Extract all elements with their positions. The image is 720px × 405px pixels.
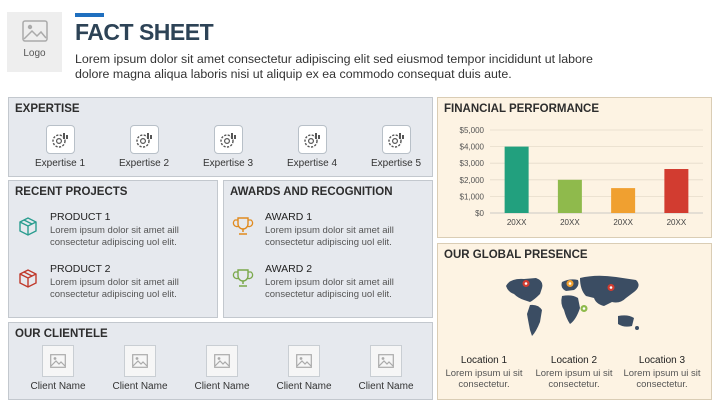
expertise-panel	[8, 97, 433, 177]
client-item	[187, 345, 257, 392]
financial-panel	[437, 97, 712, 238]
financial-bar-chart	[438, 120, 711, 236]
image-icon	[378, 354, 394, 368]
project-desc: Lorem ipsum dolor sit amet aill consectetur adipiscing uol elit.	[50, 225, 179, 248]
logo-placeholder	[7, 12, 62, 72]
x-tick-label: 20XX	[560, 218, 580, 227]
client-item	[23, 345, 93, 392]
location-desc: Lorem ipsum ui sit consectetur.	[623, 368, 701, 390]
y-tick-label: $0	[475, 209, 484, 218]
location-desc: Lorem ipsum ui sit consectetur.	[445, 368, 523, 390]
location-item	[442, 355, 526, 390]
trophy-icon	[232, 267, 254, 289]
location-name: Location 2	[550, 355, 598, 366]
bar	[611, 188, 635, 213]
x-tick-label: 20XX	[506, 218, 527, 227]
expertise-item	[277, 125, 347, 169]
location-name: Location 3	[638, 355, 686, 366]
box-icon	[17, 267, 39, 289]
bar	[664, 169, 688, 213]
gear-chart-icon	[50, 130, 70, 150]
global-presence-panel	[437, 243, 712, 400]
location-desc: Lorem ipsum ui sit consectetur.	[535, 368, 613, 390]
expertise-item	[109, 125, 179, 169]
awards-panel	[223, 180, 433, 318]
gear-chart-icon	[386, 130, 406, 150]
image-icon	[50, 354, 66, 368]
financial-title: FINANCIAL PERFORMANCE	[444, 103, 600, 115]
map-pin-icon	[581, 305, 588, 319]
project-desc: Lorem ipsum dolor sit amet aill consectetur adipiscing uol elit.	[50, 277, 179, 300]
award-desc: Lorem ipsum dolor sit amet aill consectetur adipiscing uol elit.	[265, 277, 394, 300]
expertise-item	[361, 125, 431, 169]
expertise-item	[193, 125, 263, 169]
image-icon	[296, 354, 312, 368]
location-item	[532, 355, 616, 390]
y-tick-label: $1,000	[459, 192, 484, 202]
logo-label: Logo	[23, 48, 46, 59]
expertise-label: Expertise 1	[34, 158, 86, 169]
image-icon	[22, 20, 48, 42]
gear-chart-icon	[218, 130, 238, 150]
bar	[505, 147, 529, 213]
expertise-title: EXPERTISE	[15, 103, 80, 115]
clientele-title: OUR CLIENTELE	[15, 328, 108, 340]
trophy-icon	[232, 215, 254, 237]
awards-title: AWARDS AND RECOGNITION	[230, 186, 393, 198]
recent-projects-panel	[8, 180, 218, 318]
page-subtitle: Lorem ipsum dolor sit amet consectetur adipiscing elit sed eiusmod tempor incididunt ut labore dolore magna aliqua laboris nisi ut aliquip ex ea commodo consequat duis aute.	[75, 52, 593, 81]
page-title: FACT SHEET	[75, 19, 214, 45]
bar	[558, 180, 582, 213]
client-item	[351, 345, 421, 392]
image-icon	[214, 354, 230, 368]
expertise-label: Expertise 4	[286, 158, 338, 169]
client-label: Client Name	[194, 381, 250, 392]
project-title: PRODUCT 2	[50, 263, 111, 275]
expertise-label: Expertise 5	[370, 158, 422, 169]
y-tick-label: $5,000	[459, 126, 484, 135]
expertise-label: Expertise 3	[202, 158, 254, 169]
clientele-panel	[8, 322, 433, 400]
client-label: Client Name	[30, 381, 86, 392]
location-name: Location 1	[460, 355, 508, 366]
title-accent-bar	[75, 13, 104, 17]
gear-chart-icon	[134, 130, 154, 150]
world-map	[500, 272, 650, 342]
gear-chart-icon	[302, 130, 322, 150]
client-label: Client Name	[358, 381, 414, 392]
client-label: Client Name	[276, 381, 332, 392]
expertise-item	[25, 125, 95, 169]
project-title: PRODUCT 1	[50, 211, 111, 223]
award-title: AWARD 2	[265, 263, 313, 275]
y-tick-label: $3,000	[459, 159, 484, 169]
y-tick-label: $2,000	[459, 175, 484, 185]
box-icon	[17, 215, 39, 237]
presence-title: OUR GLOBAL PRESENCE	[444, 249, 588, 261]
image-icon	[132, 354, 148, 368]
client-label: Client Name	[112, 381, 168, 392]
award-title: AWARD 1	[265, 211, 313, 223]
expertise-label: Expertise 2	[118, 158, 170, 169]
client-item	[105, 345, 175, 392]
x-tick-label: 20XX	[666, 218, 687, 227]
projects-title: RECENT PROJECTS	[15, 186, 128, 198]
x-tick-label: 20XX	[613, 218, 633, 227]
client-item	[269, 345, 339, 392]
location-item	[620, 355, 704, 390]
award-desc: Lorem ipsum dolor sit amet aill consectetur adipiscing uol elit.	[265, 225, 394, 248]
y-tick-label: $4,000	[459, 142, 484, 152]
